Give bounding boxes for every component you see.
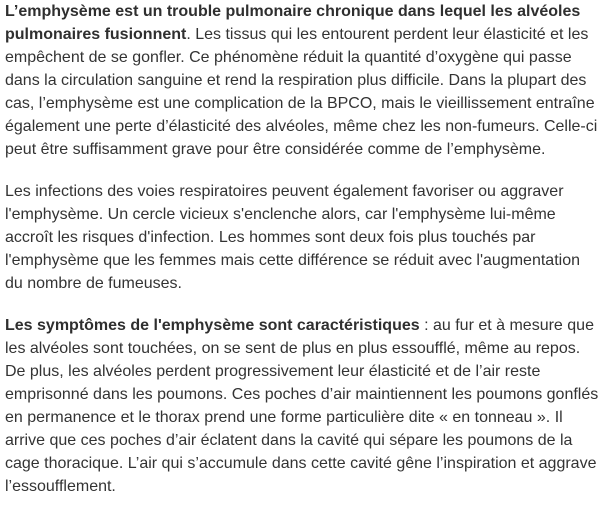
infections-text: Les infections des voies respiratoires peuvent également favoriser ou aggraver l'emphysème. Un cercle vicieux s'enclenche alors, car l'emphysème lui-même accroît les risques d'infection. Les hommes sont deux fois plus touchés par l'emphysème que les femmes mais cette différence se réduit avec l'augmentation du nombre de fumeuses. xyxy=(5,183,580,292)
paragraph-definition xyxy=(5,0,599,161)
definition-text: . Les tissus qui les entourent perdent leur élasticité et les empêchent de se gonfler. Ce phénomène réduit la quantité d’oxygène qui passe dans la circulation sanguine et rend la respiration plus difficile. Dans la plupart des cas, l’emphysème est une complication de la BPCO, mais le vieillissement entraîne également une perte d’élasticité des alvéoles, même chez les non-fumeurs. Celle-ci peut être suffisamment grave pour être considérée comme de l’emphysème. xyxy=(5,26,598,158)
paragraph-symptoms xyxy=(5,314,599,498)
symptoms-text: : au fur et à mesure que les alvéoles sont touchées, on se sent de plus en plus essoufflé, même au repos. De plus, les alvéoles perdent progressivement leur élasticité et de l’air reste emprisonné dans les poumons. Ces poches d’air maintiennent les poumons gonflés en permanence et le thorax prend une forme particulière dite « en tonneau ». Il arrive que ces poches d’air éclatent dans la cavité qui sépare les poumons de la cage thoracique. L’air qui s’accumule dans cette cavité gêne l’inspiration et aggrave l’essoufflement. xyxy=(5,317,599,495)
paragraph-infections xyxy=(5,180,599,295)
definition-heading: L’emphysème est un trouble pulmonaire chronique dans lequel les alvéoles pulmonaires fusionnent xyxy=(5,3,581,43)
symptoms-heading: Les symptômes de l'emphysème sont caractéristiques xyxy=(5,317,420,334)
